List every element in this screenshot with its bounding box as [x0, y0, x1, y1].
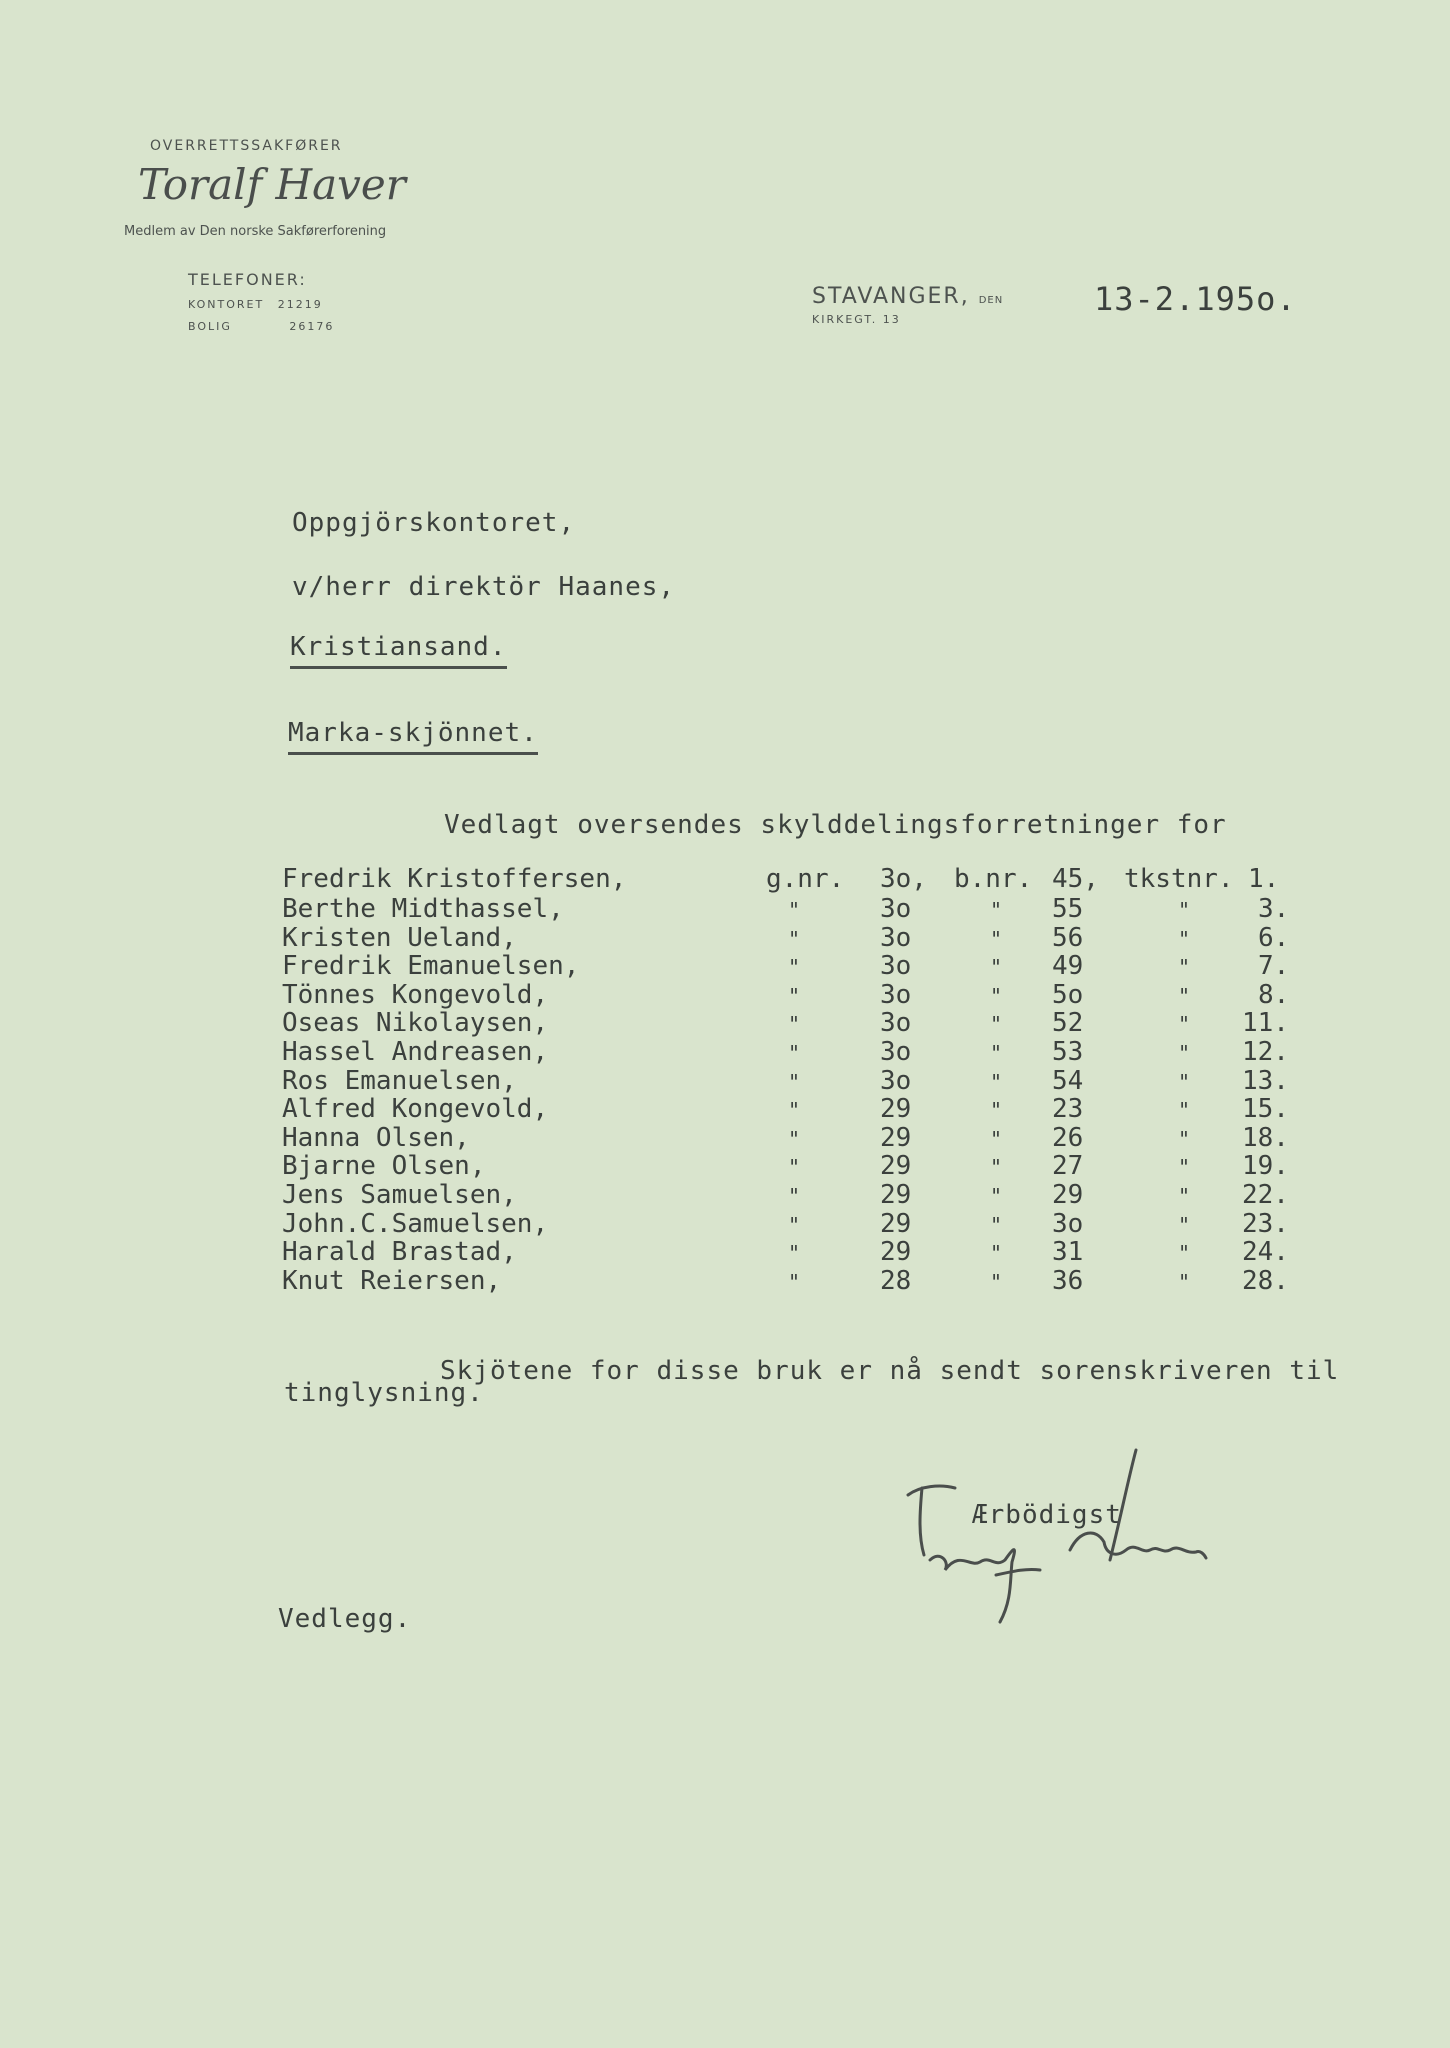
letterhead-city — [812, 284, 1003, 309]
office-number: 21219 — [277, 298, 323, 311]
tk-value: 8. — [1258, 979, 1290, 1010]
ditto-mark: " — [788, 1269, 801, 1294]
gnr-value: 3o — [880, 951, 912, 982]
recipient-line2: v/herr direktör Haanes, — [292, 572, 676, 602]
ditto-mark: " — [1178, 955, 1191, 980]
ditto-mark: " — [990, 983, 1003, 1008]
tk-label: tkstnr. — [1124, 864, 1234, 894]
ditto-mark: " — [788, 983, 801, 1008]
intro-text: Vedlagt oversendes skylddelingsforretninger for — [444, 810, 1227, 840]
tk-value: 13. — [1242, 1065, 1289, 1096]
list-item-name: Knut Reiersen, — [282, 1265, 502, 1296]
list-item — [0, 980, 1450, 1008]
tk-value: 22. — [1242, 1180, 1289, 1210]
recipient-line1: Oppgjörskontoret, — [292, 508, 576, 538]
list-item — [0, 1094, 1450, 1125]
list-header-row — [0, 864, 1450, 892]
bnr-value: 55 — [1052, 894, 1084, 924]
list-item — [0, 923, 1450, 951]
letterhead-member: Medlem av Den norske Sakførerforening — [124, 224, 387, 239]
letterhead-profession: OVERRETTSSAKFØRER — [150, 138, 343, 154]
bnr-value: 53 — [1052, 1037, 1084, 1067]
gnr-value: 29 — [880, 1180, 912, 1210]
list-item — [0, 951, 1450, 982]
list-item — [0, 1209, 1450, 1237]
closing-line1: Skjötene for disse bruk er nå sendt sorenskriveren til — [440, 1356, 1340, 1386]
tk-value: 11. — [1242, 1008, 1289, 1039]
phones-title: TELEFONER: — [188, 270, 307, 289]
gnr-value: 29 — [880, 1151, 912, 1182]
ditto-mark: " — [788, 1012, 801, 1037]
bnr-value: 45, — [1052, 864, 1099, 894]
signature-icon — [900, 1450, 1260, 1630]
ditto-mark: " — [990, 955, 1003, 980]
enclosure-label: Vedlegg. — [278, 1604, 412, 1634]
gnr-value: 29 — [880, 1094, 912, 1125]
list-item-name: Fredrik Emanuelsen, — [282, 951, 580, 982]
ditto-mark: " — [788, 1155, 801, 1180]
ditto-mark: " — [788, 1041, 801, 1065]
ditto-mark: " — [788, 955, 801, 980]
list-item — [0, 1266, 1450, 1294]
gnr-value: 3o, — [880, 864, 927, 894]
tk-value: 18. — [1242, 1122, 1289, 1153]
gnr-value: 3o — [880, 979, 912, 1010]
signature-image — [900, 1450, 1260, 1630]
ditto-mark: " — [788, 1126, 801, 1151]
ditto-mark: " — [990, 1069, 1003, 1094]
bnr-value: 3o — [1052, 1208, 1084, 1239]
home-number: 26176 — [289, 320, 335, 333]
ditto-mark: " — [1178, 1041, 1191, 1065]
list-item-name: Berthe Midthassel, — [282, 894, 564, 924]
list-item-name: Hassel Andreasen, — [282, 1037, 549, 1067]
home-label: BOLIG — [188, 320, 232, 333]
list-item — [0, 1008, 1450, 1039]
bnr-value: 49 — [1052, 951, 1084, 982]
subject: Marka-skjönnet. — [288, 718, 538, 755]
list-item-name: John.C.Samuelsen, — [282, 1208, 549, 1239]
bnr-value: 5o — [1052, 979, 1084, 1010]
gnr-value: 3o — [880, 894, 912, 924]
ditto-mark: " — [990, 1041, 1003, 1065]
ditto-mark: " — [1178, 983, 1191, 1008]
list-item-name: Kristen Ueland, — [282, 922, 517, 953]
ditto-mark: " — [788, 1241, 801, 1266]
list-item — [0, 1180, 1450, 1208]
gnr-value: 28 — [880, 1265, 912, 1296]
tk-value: 24. — [1242, 1237, 1289, 1268]
list-item-name: Tönnes Kongevold, — [282, 979, 549, 1010]
bnr-value: 27 — [1052, 1151, 1084, 1182]
list-item — [0, 1037, 1450, 1065]
ditto-mark: " — [788, 1184, 801, 1208]
office-label: KONTORET — [188, 298, 265, 311]
bnr-label: b.nr. — [954, 864, 1033, 894]
bnr-value: 36 — [1052, 1265, 1084, 1296]
ditto-mark: " — [1178, 1012, 1191, 1037]
bnr-value: 56 — [1052, 922, 1084, 953]
ditto-mark: " — [990, 1098, 1003, 1123]
list-item-name: Harald Brastad, — [282, 1237, 517, 1268]
recipient-city: Kristiansand. — [290, 632, 507, 669]
den-label: DEN — [978, 295, 1004, 306]
bnr-value: 26 — [1052, 1122, 1084, 1153]
ditto-mark: " — [1178, 1098, 1191, 1123]
gnr-value: 3o — [880, 922, 912, 953]
ditto-mark: " — [990, 926, 1003, 951]
list-item-name: Fredrik Kristoffersen, — [282, 864, 627, 894]
office-phone — [188, 298, 323, 311]
ditto-mark: " — [1178, 1212, 1191, 1237]
tk-value: 23. — [1242, 1208, 1289, 1239]
tk-value: 1. — [1248, 864, 1280, 894]
tk-value: 12. — [1242, 1037, 1289, 1067]
list-item-name: Bjarne Olsen, — [282, 1151, 486, 1182]
list-item-name: Ros Emanuelsen, — [282, 1065, 517, 1096]
list-item — [0, 1151, 1450, 1182]
gnr-value: 29 — [880, 1122, 912, 1153]
salutation: Ærbödigst — [972, 1500, 1122, 1530]
ditto-mark: " — [1178, 1155, 1191, 1180]
ditto-mark: " — [788, 898, 801, 922]
letter-date: 13-2.195o. — [1094, 280, 1297, 318]
ditto-mark: " — [788, 1098, 801, 1123]
ditto-mark: " — [990, 1184, 1003, 1208]
ditto-mark: " — [1178, 1126, 1191, 1151]
list-item — [0, 1123, 1450, 1151]
tk-value: 3. — [1258, 894, 1290, 924]
ditto-mark: " — [788, 1212, 801, 1237]
gnr-value: 3o — [880, 1008, 912, 1039]
ditto-mark: " — [1178, 926, 1191, 951]
list-item-name: Oseas Nikolaysen, — [282, 1008, 549, 1039]
closing-line2: tinglysning. — [284, 1378, 484, 1408]
ditto-mark: " — [1178, 1069, 1191, 1094]
list-item-name: Alfred Kongevold, — [282, 1094, 549, 1125]
gnr-label: g.nr. — [766, 864, 845, 894]
ditto-mark: " — [990, 1212, 1003, 1237]
ditto-mark: " — [990, 1126, 1003, 1151]
ditto-mark: " — [1178, 1269, 1191, 1294]
ditto-mark: " — [1178, 1184, 1191, 1208]
bnr-value: 29 — [1052, 1180, 1084, 1210]
ditto-mark: " — [990, 898, 1003, 922]
list-item-name: Jens Samuelsen, — [282, 1180, 517, 1210]
ditto-mark: " — [1178, 898, 1191, 922]
city-name: STAVANGER, — [812, 284, 970, 309]
list-item-name: Hanna Olsen, — [282, 1122, 470, 1153]
tk-value: 15. — [1242, 1094, 1289, 1125]
ditto-mark: " — [990, 1269, 1003, 1294]
tk-value: 6. — [1258, 922, 1290, 953]
ditto-mark: " — [990, 1155, 1003, 1180]
tk-value: 28. — [1242, 1265, 1289, 1296]
gnr-value: 3o — [880, 1065, 912, 1096]
gnr-value: 29 — [880, 1208, 912, 1239]
bnr-value: 23 — [1052, 1094, 1084, 1125]
ditto-mark: " — [990, 1241, 1003, 1266]
bnr-value: 52 — [1052, 1008, 1084, 1039]
tk-value: 19. — [1242, 1151, 1289, 1182]
letterhead-street: KIRKEGT. 13 — [812, 313, 901, 326]
ditto-mark: " — [1178, 1241, 1191, 1266]
ditto-mark: " — [990, 1012, 1003, 1037]
gnr-value: 3o — [880, 1037, 912, 1067]
gnr-value: 29 — [880, 1237, 912, 1268]
home-phone — [188, 320, 334, 333]
ditto-mark: " — [788, 926, 801, 951]
letterhead-name: Toralf Haver — [138, 160, 406, 209]
list-item — [0, 894, 1450, 922]
tk-value: 7. — [1258, 951, 1290, 982]
bnr-value: 54 — [1052, 1065, 1084, 1096]
bnr-value: 31 — [1052, 1237, 1084, 1268]
list-item — [0, 1237, 1450, 1268]
ditto-mark: " — [788, 1069, 801, 1094]
list-item — [0, 1066, 1450, 1094]
